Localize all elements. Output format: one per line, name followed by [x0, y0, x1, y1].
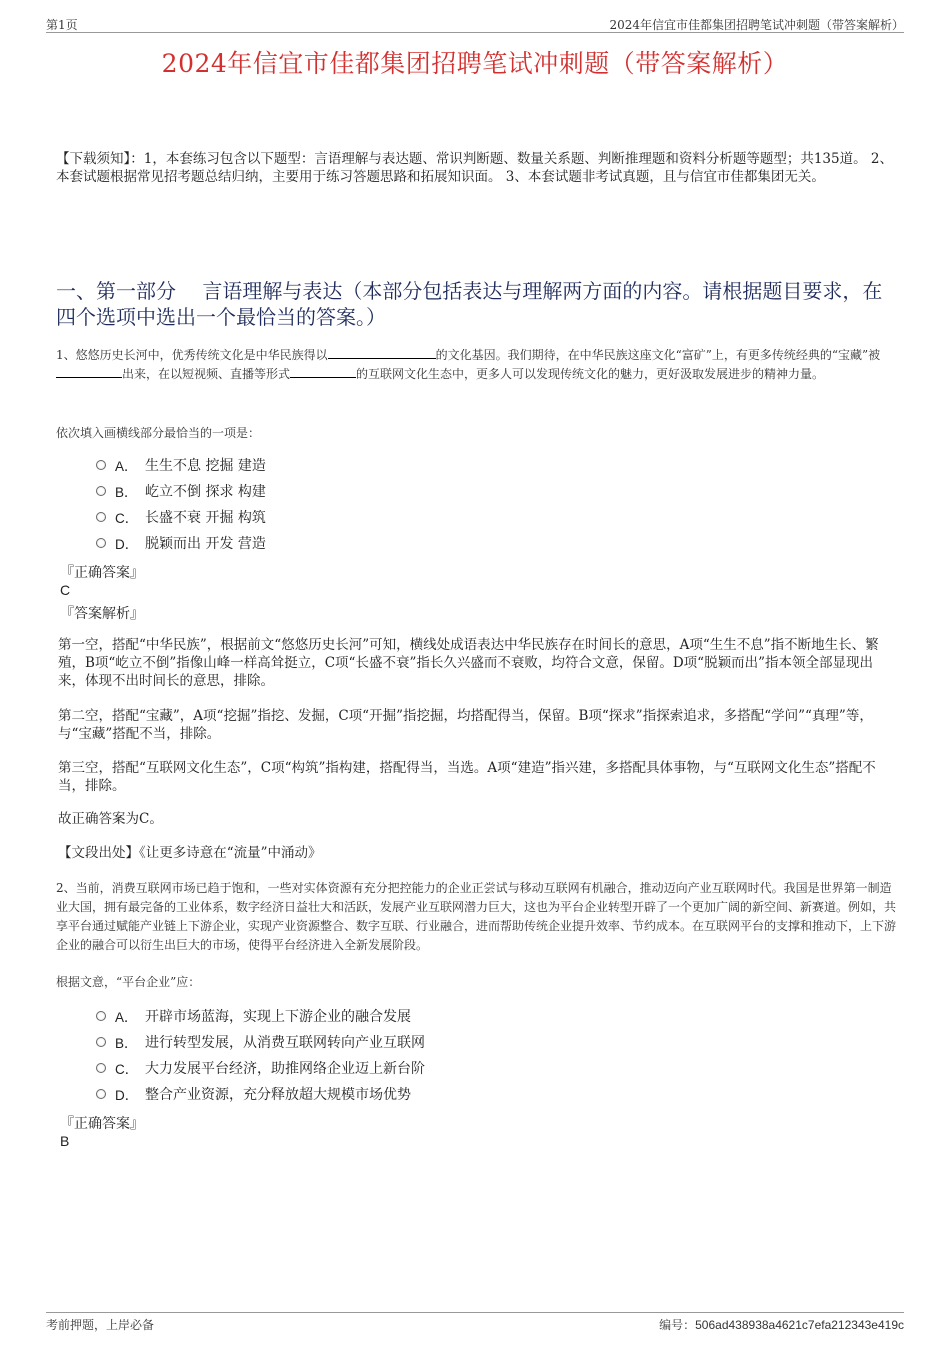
q1-blank-1 [328, 346, 436, 359]
q2-answer: B [60, 1133, 70, 1149]
option-text: 屹立不倒 探求 构建 [145, 484, 266, 500]
page-header [46, 14, 904, 33]
option-text: 开辟市场蓝海，实现上下游企业的融合发展 [145, 1009, 411, 1025]
q2-option-a[interactable] [96, 1003, 425, 1029]
radio-icon[interactable] [96, 512, 106, 522]
option-letter: C． [115, 1062, 139, 1077]
page-footer [46, 1312, 904, 1332]
q1-option-c[interactable] [96, 504, 266, 530]
question-1-stem [56, 346, 896, 384]
radio-icon[interactable] [96, 1089, 106, 1099]
section-title: 一、第一部分 言语理解与表达（本部分包括表达与理解两方面的内容。请根据题目要求，在四个选项中选出一个最恰当的答案。） [56, 279, 883, 329]
q1-option-a[interactable] [96, 452, 266, 478]
q1-blank-2 [56, 365, 122, 378]
option-letter: B． [115, 485, 138, 500]
q1-answer: C [60, 582, 71, 598]
q1-analysis-3: 第三空，搭配“互联网文化生态”，C项“构筑”指构建，搭配得当，当选。A项“建造”指兴建，多搭配具体事物，与“互联网文化生态”搭配不当，排除。 [58, 760, 876, 794]
radio-icon[interactable] [96, 1011, 106, 1021]
q2-option-b[interactable] [96, 1029, 425, 1055]
option-letter: A． [115, 459, 138, 474]
option-letter: D． [115, 537, 139, 552]
radio-icon[interactable] [96, 538, 106, 548]
q1-blank-3 [290, 365, 356, 378]
q1-analysis-label: 『答案解析』 [60, 606, 144, 622]
q1-answer-label: 『正确答案』 [60, 565, 144, 581]
q2-prompt: 根据文意，“平台企业”应： [56, 975, 201, 989]
option-text: 脱颖而出 开发 营造 [145, 536, 266, 552]
q1-options [96, 452, 266, 556]
footer-code [659, 1316, 904, 1333]
option-letter: D． [115, 1088, 139, 1103]
radio-icon[interactable] [96, 1037, 106, 1047]
q1-option-b[interactable] [96, 478, 266, 504]
radio-icon[interactable] [96, 1063, 106, 1073]
question-2-stem: 2、当前，消费互联网市场已趋于饱和，一些对实体资源有充分把控能力的企业正尝试与移动互联网有机融合，推动迈向产业互联网时代。我国是世界第一制造业大国，拥有最完备的工业体系，数字经济日益壮大和活跃，发展产业互联网潜力巨大，这也为平台企业转型开辟了一个更加广阔的新空间、新赛道。例如，共享平台通过赋能产业链上下游企业，实现产业资源整合、数字互联、行业融合，进而帮助传统企业提升效率、节约成本。在互联网平台的支撑和推动下，上下游企业的融合可以衍生出巨大的市场，使得平台经济进入全新发展阶段。 [56, 881, 897, 952]
q1-stem-part-c: 出来，在以短视频、直播等形式 [122, 367, 291, 381]
q2-answer-label: 『正确答案』 [60, 1116, 144, 1132]
q1-stem-part-b: 的文化基因。我们期待，在中华民族这座文化“富矿”上，有更多传统经典的“宝藏”被 [435, 348, 881, 362]
q2-options [96, 1003, 425, 1107]
radio-icon[interactable] [96, 460, 106, 470]
q1-stem-part-a: 1、悠悠历史长河中，优秀传统文化是中华民族得以 [56, 348, 328, 362]
q1-analysis-2: 第二空，搭配“宝藏”，A项“挖掘”指挖、发掘，C项“开掘”指挖掘，均搭配得当，保留。B项“探求”指探索追求，多搭配“学问”“真理”等，与“宝藏”搭配不当，排除。 [58, 708, 873, 742]
q2-option-d[interactable] [96, 1081, 425, 1107]
q1-analysis-1: 第一空，搭配“中华民族”，根据前文“悠悠历史长河”可知，横线处成语表达中华民族存在时间长的意思，A项“生生不息”指不断地生长、繁殖，B项“屹立不倒”指像山峰一样高耸挺立，C项“长盛不衰”指长久兴盛而不衰败，均符合文意，保留。D项“脱颖而出”指本领全部显现出来，体现不出时间长的意思，排除。 [58, 637, 879, 689]
q1-prompt: 依次填入画横线部分最恰当的一项是： [56, 426, 261, 440]
footer-slogan: 考前押题，上岸必备 [46, 1318, 155, 1332]
option-text: 整合产业资源，充分释放超大规模市场优势 [145, 1087, 411, 1103]
option-letter: C． [115, 511, 139, 526]
option-text: 长盛不衰 开掘 构筑 [145, 510, 266, 526]
q1-stem-part-d: 的互联网文化生态中，更多人可以发现传统文化的魅力，更好汲取发展进步的精神力量。 [356, 367, 825, 381]
q1-option-d[interactable] [96, 530, 266, 556]
option-text: 进行转型发展，从消费互联网转向产业互联网 [145, 1035, 425, 1051]
document-title: 2024年信宜市佳都集团招聘笔试冲刺题（带答案解析） [161, 49, 789, 78]
option-letter: A． [115, 1010, 138, 1025]
option-text: 大力发展平台经济，助推网络企业迈上新台阶 [145, 1061, 425, 1077]
option-text: 生生不息 挖掘 建造 [145, 458, 266, 474]
header-doc-title: 2024年信宜市佳都集团招聘笔试冲刺题（带答案解析） [609, 18, 904, 32]
q1-analysis-conclusion: 故正确答案为C。 [58, 811, 163, 827]
radio-icon[interactable] [96, 486, 106, 496]
download-notice: 【下载须知】：1，本套练习包含以下题型：言语理解与表达题、常识判断题、数量关系题、判断推理题和资料分析题等题型；共135道。 2、本套试题根据常见招考题总结归纳，主要用于练习答题思路和拓展知识面。 3、本套试题非考试真题，且与信宜市佳都集团无关。 [56, 151, 893, 185]
page-number: 第1页 [46, 18, 78, 32]
option-letter: B． [115, 1036, 138, 1051]
q2-option-c[interactable] [96, 1055, 425, 1081]
footer-code-label: 编号： [659, 1318, 696, 1332]
footer-code-value: 506ad438938a4621c7efa212343e419c [695, 1318, 904, 1332]
q1-source: 【文段出处】《让更多诗意在“流量”中涌动》 [58, 845, 322, 861]
